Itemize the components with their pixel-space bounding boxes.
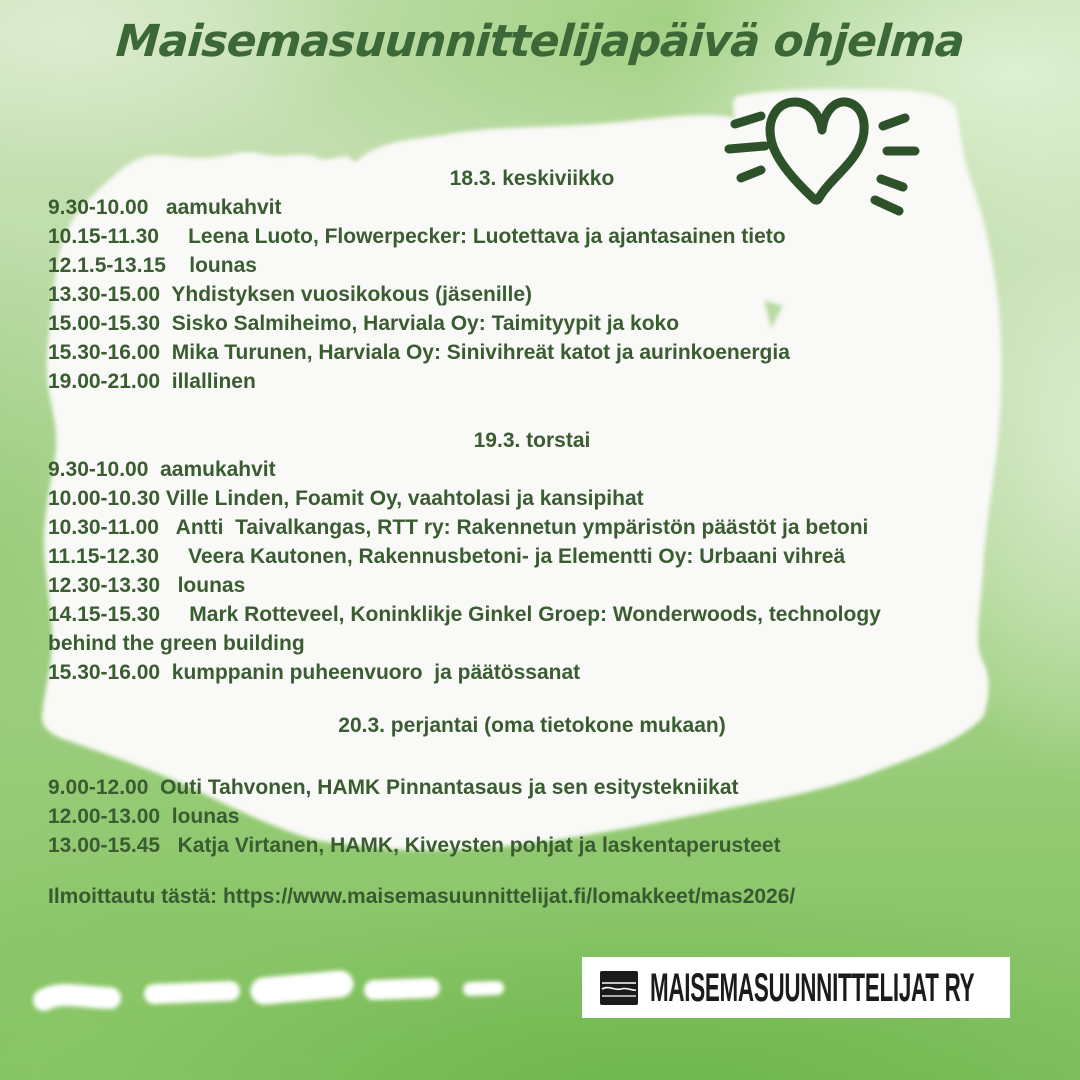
schedule-row: 13.00-15.45 Katja Virtanen, HAMK, Kiveysten pohjat ja laskentaperusteet xyxy=(48,834,781,857)
schedule-row: 12.1.5-13.15 lounas xyxy=(48,254,257,277)
brush-dash xyxy=(374,988,430,990)
section-header: 20.3. perjantai (oma tietokone mukaan) xyxy=(338,714,726,737)
section-rows xyxy=(48,193,1016,396)
schedule-row: 15.30-16.00 Mika Turunen, Harviala Oy: Sinivihreät katot ja aurinkoenergia xyxy=(48,341,790,364)
schedule-row: 15.30-16.00 kumppanin puheenvuoro ja päätössanat xyxy=(48,661,581,684)
registration-link[interactable]: Ilmoittautu tästä: https://www.maisemasuunnittelijat.fi/lomakkeet/mas2026/ xyxy=(48,885,796,908)
section-18-3 xyxy=(48,164,1016,396)
schedule-row: 15.00-15.30 Sisko Salmiheimo, Harviala Oy: Taimityypit ja koko xyxy=(48,312,680,335)
section-header: 18.3. keskiviikko xyxy=(449,167,615,190)
section-header: 19.3. torstai xyxy=(473,429,591,452)
page-title: Maisemasuunnittelijapäivä ohjelma xyxy=(114,16,966,67)
schedule-row: 10.15-11.30 Leena Luoto, Flowerpecker: Luotettava ja ajantasainen tieto xyxy=(48,225,786,248)
section-rows xyxy=(48,773,1016,860)
association-logo xyxy=(582,957,1010,1018)
schedule-row: 12.30-13.30 lounas xyxy=(48,574,246,597)
brush-dash xyxy=(44,995,110,1000)
landscape-layers-icon xyxy=(600,969,638,1007)
schedule-row: 9.30-10.00 aamukahvit xyxy=(48,196,282,219)
schedule-row: 19.00-21.00 illallinen xyxy=(48,370,256,393)
schedule-row: 14.15-15.30 Mark Rotteveel, Koninklikje Ginkel Groep: Wonderwoods, technology xyxy=(48,603,881,626)
schedule-row: 13.30-15.00 Yhdistyksen vuosikokous (jäsenille) xyxy=(48,283,533,306)
brush-dash xyxy=(264,984,340,991)
schedule-row: 10.30-11.00 Antti Taivalkangas, RTT ry: Rakennetun ympäristön päästöt ja betoni xyxy=(48,516,869,539)
schedule-row: behind the green building xyxy=(48,632,305,655)
schedule-row: 10.00-10.30 Ville Linden, Foamit Oy, vaahtolasi ja kansipihat xyxy=(48,487,644,510)
section-19-3 xyxy=(48,426,1016,687)
section-rows xyxy=(48,455,1016,687)
logo-text: MAISEMASUUNNITTELIJAT RY xyxy=(650,965,975,1010)
schedule xyxy=(48,164,1016,860)
brush-dash xyxy=(470,988,497,989)
schedule-row: 9.00-12.00 Outi Tahvonen, HAMK Pinnantasaus ja sen esitystekniikat xyxy=(48,776,739,799)
schedule-row: 9.30-10.00 aamukahvit xyxy=(48,458,276,481)
schedule-row: 12.00-13.00 lounas xyxy=(48,805,240,828)
schedule-row: 11.15-12.30 Veera Kautonen, Rakennusbetoni- ja Elementti Oy: Urbaani vihreä xyxy=(48,545,846,568)
section-20-3 xyxy=(48,711,1016,860)
brush-dash xyxy=(154,991,230,994)
